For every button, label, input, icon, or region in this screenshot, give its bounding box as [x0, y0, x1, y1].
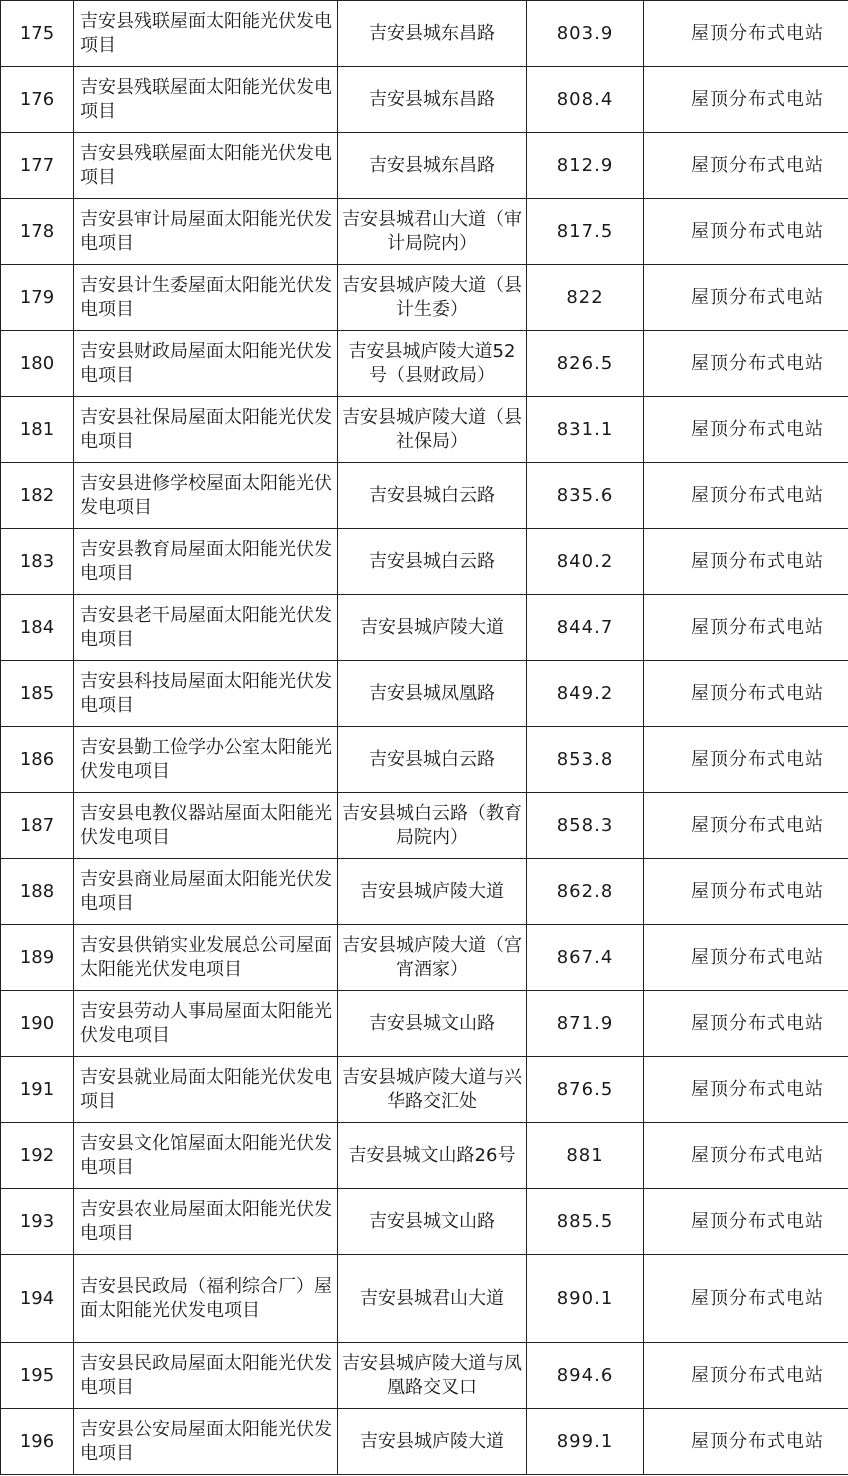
table-row	[1, 1255, 848, 1343]
row-number-cell	[1, 1343, 74, 1409]
project-type: 屋顶分布式电站	[691, 880, 824, 902]
project-location: 吉安县城白云路	[369, 748, 495, 770]
project-name: 吉安县教育局屋面太阳能光伏发电项目	[80, 538, 332, 584]
project-name-cell	[74, 1123, 338, 1189]
row-number-cell	[1, 67, 74, 133]
row-number-cell	[1, 265, 74, 331]
row-number: 181	[19, 418, 55, 440]
project-name-cell	[74, 595, 338, 661]
row-number-cell	[1, 1189, 74, 1255]
project-capacity: 899.1	[556, 1430, 614, 1452]
project-name: 吉安县勤工俭学办公室太阳能光伏发电项目	[80, 736, 332, 782]
project-name-cell	[74, 1343, 338, 1409]
project-name: 吉安县计生委屋面太阳能光伏发电项目	[80, 274, 332, 320]
row-number: 189	[19, 946, 55, 968]
row-number: 195	[19, 1364, 55, 1386]
project-type: 屋顶分布式电站	[691, 286, 824, 308]
project-capacity-cell	[527, 397, 644, 463]
project-location: 吉安县城白云路（教育局院内）	[342, 802, 522, 848]
project-type-cell	[644, 67, 848, 133]
table-row	[1, 727, 848, 793]
project-type-cell	[644, 133, 848, 199]
row-number-cell	[1, 1255, 74, 1343]
project-location-cell	[338, 1409, 527, 1475]
project-capacity: 853.8	[556, 748, 614, 770]
project-capacity-cell	[527, 133, 644, 199]
project-location: 吉安县城文山路	[369, 1012, 495, 1034]
project-capacity-cell	[527, 595, 644, 661]
project-type: 屋顶分布式电站	[691, 220, 824, 242]
project-name-cell	[74, 67, 338, 133]
table-row	[1, 1189, 848, 1255]
table-body	[1, 1, 848, 1475]
project-name-cell	[74, 1057, 338, 1123]
project-location-cell	[338, 331, 527, 397]
row-number-cell	[1, 793, 74, 859]
project-type-cell	[644, 397, 848, 463]
project-location: 吉安县城凤凰路	[369, 682, 495, 704]
project-capacity: 885.5	[556, 1210, 614, 1232]
project-name: 吉安县公安局屋面太阳能光伏发电项目	[80, 1418, 332, 1464]
project-capacity-cell	[527, 1255, 644, 1343]
row-number-cell	[1, 661, 74, 727]
table-row	[1, 991, 848, 1057]
project-type-cell	[644, 1189, 848, 1255]
project-location-cell	[338, 1, 527, 67]
project-capacity: 867.4	[556, 946, 614, 968]
table-row	[1, 463, 848, 529]
project-name-cell	[74, 1409, 338, 1475]
project-type-cell	[644, 595, 848, 661]
project-type: 屋顶分布式电站	[691, 22, 824, 44]
project-capacity-cell	[527, 1189, 644, 1255]
project-location: 吉安县城庐陵大道	[360, 1430, 504, 1452]
project-name: 吉安县残联屋面太阳能光伏发电项目	[80, 10, 332, 56]
project-location: 吉安县城白云路	[369, 550, 495, 572]
project-name-cell	[74, 1189, 338, 1255]
project-location-cell	[338, 67, 527, 133]
project-capacity: 826.5	[556, 352, 614, 374]
row-number: 184	[19, 616, 55, 638]
project-capacity-cell	[527, 1409, 644, 1475]
row-number: 176	[19, 88, 55, 110]
project-name-cell	[74, 199, 338, 265]
project-type: 屋顶分布式电站	[691, 682, 824, 704]
project-capacity: 831.1	[556, 418, 614, 440]
table-row	[1, 67, 848, 133]
project-type-cell	[644, 1255, 848, 1343]
project-location-cell	[338, 397, 527, 463]
project-capacity: 817.5	[556, 220, 614, 242]
project-location-cell	[338, 529, 527, 595]
project-capacity: 894.6	[556, 1364, 614, 1386]
project-type-cell	[644, 1057, 848, 1123]
project-type-cell	[644, 991, 848, 1057]
project-name-cell	[74, 859, 338, 925]
project-name-cell	[74, 265, 338, 331]
table-row	[1, 1, 848, 67]
project-capacity-cell	[527, 859, 644, 925]
project-name-cell	[74, 1, 338, 67]
row-number-cell	[1, 991, 74, 1057]
project-capacity-cell	[527, 463, 644, 529]
project-location: 吉安县城庐陵大道（县计生委）	[342, 274, 522, 320]
table-row	[1, 1343, 848, 1409]
table-row	[1, 925, 848, 991]
project-type: 屋顶分布式电站	[691, 1430, 824, 1452]
table-row	[1, 661, 848, 727]
row-number-cell	[1, 727, 74, 793]
project-location-cell	[338, 1255, 527, 1343]
project-location-cell	[338, 595, 527, 661]
project-name: 吉安县民政局屋面太阳能光伏发电项目	[80, 1352, 332, 1398]
table-row	[1, 1409, 848, 1475]
project-location-cell	[338, 991, 527, 1057]
project-name-cell	[74, 925, 338, 991]
project-location: 吉安县城东昌路	[369, 154, 495, 176]
project-location: 吉安县城庐陵大道与兴华路交汇处	[342, 1066, 522, 1112]
row-number-cell	[1, 1409, 74, 1475]
project-type: 屋顶分布式电站	[691, 1210, 824, 1232]
project-type-cell	[644, 793, 848, 859]
project-capacity-cell	[527, 727, 644, 793]
project-capacity: 835.6	[556, 484, 614, 506]
project-type-cell	[644, 859, 848, 925]
project-location: 吉安县城庐陵大道52号（县财政局）	[348, 340, 516, 386]
project-location-cell	[338, 265, 527, 331]
row-number-cell	[1, 529, 74, 595]
row-number: 196	[19, 1430, 55, 1452]
project-name: 吉安县财政局屋面太阳能光伏发电项目	[80, 340, 332, 386]
project-location: 吉安县城东昌路	[369, 88, 495, 110]
project-name-cell	[74, 529, 338, 595]
table-row	[1, 265, 848, 331]
row-number-cell	[1, 397, 74, 463]
project-name: 吉安县残联屋面太阳能光伏发电项目	[80, 76, 332, 122]
project-capacity: 803.9	[556, 22, 614, 44]
project-capacity-cell	[527, 529, 644, 595]
row-number-cell	[1, 133, 74, 199]
project-type: 屋顶分布式电站	[691, 484, 824, 506]
project-type: 屋顶分布式电站	[691, 154, 824, 176]
row-number: 185	[19, 682, 55, 704]
project-capacity-cell	[527, 1123, 644, 1189]
project-name-cell	[74, 1255, 338, 1343]
project-name-cell	[74, 661, 338, 727]
project-type: 屋顶分布式电站	[691, 1287, 824, 1309]
project-location: 吉安县城文山路	[369, 1210, 495, 1232]
project-name: 吉安县劳动人事局屋面太阳能光伏发电项目	[80, 1000, 332, 1046]
table-row	[1, 859, 848, 925]
project-type-cell	[644, 331, 848, 397]
project-type: 屋顶分布式电站	[691, 550, 824, 572]
project-location: 吉安县城庐陵大道	[360, 616, 504, 638]
project-capacity: 876.5	[556, 1078, 614, 1100]
project-location-cell	[338, 661, 527, 727]
row-number: 180	[19, 352, 55, 374]
row-number-cell	[1, 199, 74, 265]
row-number-cell	[1, 1, 74, 67]
project-capacity-cell	[527, 793, 644, 859]
row-number: 179	[19, 286, 55, 308]
project-type-cell	[644, 529, 848, 595]
project-location: 吉安县城君山大道	[360, 1287, 504, 1309]
project-location: 吉安县城文山路26号	[348, 1144, 516, 1166]
project-capacity: 840.2	[556, 550, 614, 572]
project-name: 吉安县电教仪器站屋面太阳能光伏发电项目	[80, 802, 332, 848]
project-name: 吉安县供销实业发展总公司屋面太阳能光伏发电项目	[80, 934, 332, 980]
project-name-cell	[74, 463, 338, 529]
project-name: 吉安县老干局屋面太阳能光伏发电项目	[80, 604, 332, 650]
project-capacity: 862.8	[556, 880, 614, 902]
table-row	[1, 331, 848, 397]
project-type-cell	[644, 661, 848, 727]
project-type-cell	[644, 1123, 848, 1189]
project-type: 屋顶分布式电站	[691, 1364, 824, 1386]
table-row	[1, 595, 848, 661]
project-name: 吉安县农业局屋面太阳能光伏发电项目	[80, 1198, 332, 1244]
project-name: 吉安县审计局屋面太阳能光伏发电项目	[80, 208, 332, 254]
project-type: 屋顶分布式电站	[691, 88, 824, 110]
row-number-cell	[1, 331, 74, 397]
project-name-cell	[74, 331, 338, 397]
project-type: 屋顶分布式电站	[691, 418, 824, 440]
project-type-cell	[644, 925, 848, 991]
project-type-cell	[644, 265, 848, 331]
project-type-cell	[644, 727, 848, 793]
table-row	[1, 1057, 848, 1123]
project-location: 吉安县城庐陵大道（宫宵酒家）	[342, 934, 522, 980]
project-capacity: 881	[566, 1144, 604, 1166]
row-number: 188	[19, 880, 55, 902]
row-number: 175	[19, 22, 55, 44]
row-number: 194	[19, 1287, 55, 1309]
project-type-cell	[644, 463, 848, 529]
project-location: 吉安县城白云路	[369, 484, 495, 506]
project-name: 吉安县进修学校屋面太阳能光伏发电项目	[80, 472, 332, 518]
project-name-cell	[74, 397, 338, 463]
project-location-cell	[338, 1343, 527, 1409]
project-capacity-cell	[527, 265, 644, 331]
row-number: 186	[19, 748, 55, 770]
project-capacity-cell	[527, 1057, 644, 1123]
row-number: 191	[19, 1078, 55, 1100]
project-location: 吉安县城庐陵大道（县社保局）	[342, 406, 522, 452]
project-capacity-cell	[527, 199, 644, 265]
project-capacity: 849.2	[556, 682, 614, 704]
project-type: 屋顶分布式电站	[691, 352, 824, 374]
project-location: 吉安县城东昌路	[369, 22, 495, 44]
project-type-cell	[644, 1343, 848, 1409]
project-capacity: 808.4	[556, 88, 614, 110]
project-capacity-cell	[527, 1, 644, 67]
project-type: 屋顶分布式电站	[691, 946, 824, 968]
table-row	[1, 397, 848, 463]
table-row	[1, 199, 848, 265]
project-capacity: 844.7	[556, 616, 614, 638]
row-number-cell	[1, 859, 74, 925]
row-number: 182	[19, 484, 55, 506]
project-type: 屋顶分布式电站	[691, 1144, 824, 1166]
row-number: 187	[19, 814, 55, 836]
project-capacity-cell	[527, 991, 644, 1057]
project-location-cell	[338, 793, 527, 859]
project-location-cell	[338, 463, 527, 529]
project-type: 屋顶分布式电站	[691, 1012, 824, 1034]
project-name: 吉安县就业局面太阳能光伏发电项目	[80, 1066, 332, 1112]
project-capacity: 871.9	[556, 1012, 614, 1034]
project-location: 吉安县城庐陵大道与凤凰路交叉口	[342, 1352, 522, 1398]
table-row	[1, 793, 848, 859]
row-number: 190	[19, 1012, 55, 1034]
project-name-cell	[74, 727, 338, 793]
row-number-cell	[1, 1123, 74, 1189]
project-type: 屋顶分布式电站	[691, 814, 824, 836]
table-row	[1, 133, 848, 199]
project-type: 屋顶分布式电站	[691, 748, 824, 770]
project-name: 吉安县民政局（福利综合厂）屋面太阳能光伏发电项目	[80, 1275, 332, 1321]
project-type: 屋顶分布式电站	[691, 1078, 824, 1100]
project-type-cell	[644, 199, 848, 265]
row-number-cell	[1, 1057, 74, 1123]
project-name: 吉安县文化馆屋面太阳能光伏发电项目	[80, 1132, 332, 1178]
project-name: 吉安县残联屋面太阳能光伏发电项目	[80, 142, 332, 188]
project-capacity: 822	[566, 286, 604, 308]
row-number: 177	[19, 154, 55, 176]
project-capacity-cell	[527, 67, 644, 133]
project-location-cell	[338, 1189, 527, 1255]
project-location: 吉安县城庐陵大道	[360, 880, 504, 902]
project-name-cell	[74, 991, 338, 1057]
row-number-cell	[1, 463, 74, 529]
project-capacity-cell	[527, 1343, 644, 1409]
project-name: 吉安县科技局屋面太阳能光伏发电项目	[80, 670, 332, 716]
project-location-cell	[338, 133, 527, 199]
row-number-cell	[1, 595, 74, 661]
project-capacity-cell	[527, 661, 644, 727]
project-name: 吉安县社保局屋面太阳能光伏发电项目	[80, 406, 332, 452]
row-number: 183	[19, 550, 55, 572]
row-number: 193	[19, 1210, 55, 1232]
project-location-cell	[338, 1123, 527, 1189]
row-number: 178	[19, 220, 55, 242]
project-location-cell	[338, 1057, 527, 1123]
project-location-cell	[338, 859, 527, 925]
project-name: 吉安县商业局屋面太阳能光伏发电项目	[80, 868, 332, 914]
project-location-cell	[338, 199, 527, 265]
project-type: 屋顶分布式电站	[691, 616, 824, 638]
project-location-cell	[338, 727, 527, 793]
row-number-cell	[1, 925, 74, 991]
project-location-cell	[338, 925, 527, 991]
row-number: 192	[19, 1144, 55, 1166]
project-capacity: 858.3	[556, 814, 614, 836]
project-name-cell	[74, 133, 338, 199]
table-row	[1, 529, 848, 595]
project-type-cell	[644, 1409, 848, 1475]
project-capacity-cell	[527, 925, 644, 991]
project-capacity: 812.9	[556, 154, 614, 176]
project-location: 吉安县城君山大道（审计局院内）	[342, 208, 522, 254]
project-type-cell	[644, 1, 848, 67]
project-capacity-cell	[527, 331, 644, 397]
project-capacity: 890.1	[556, 1287, 614, 1309]
project-name-cell	[74, 793, 338, 859]
table-row	[1, 1123, 848, 1189]
